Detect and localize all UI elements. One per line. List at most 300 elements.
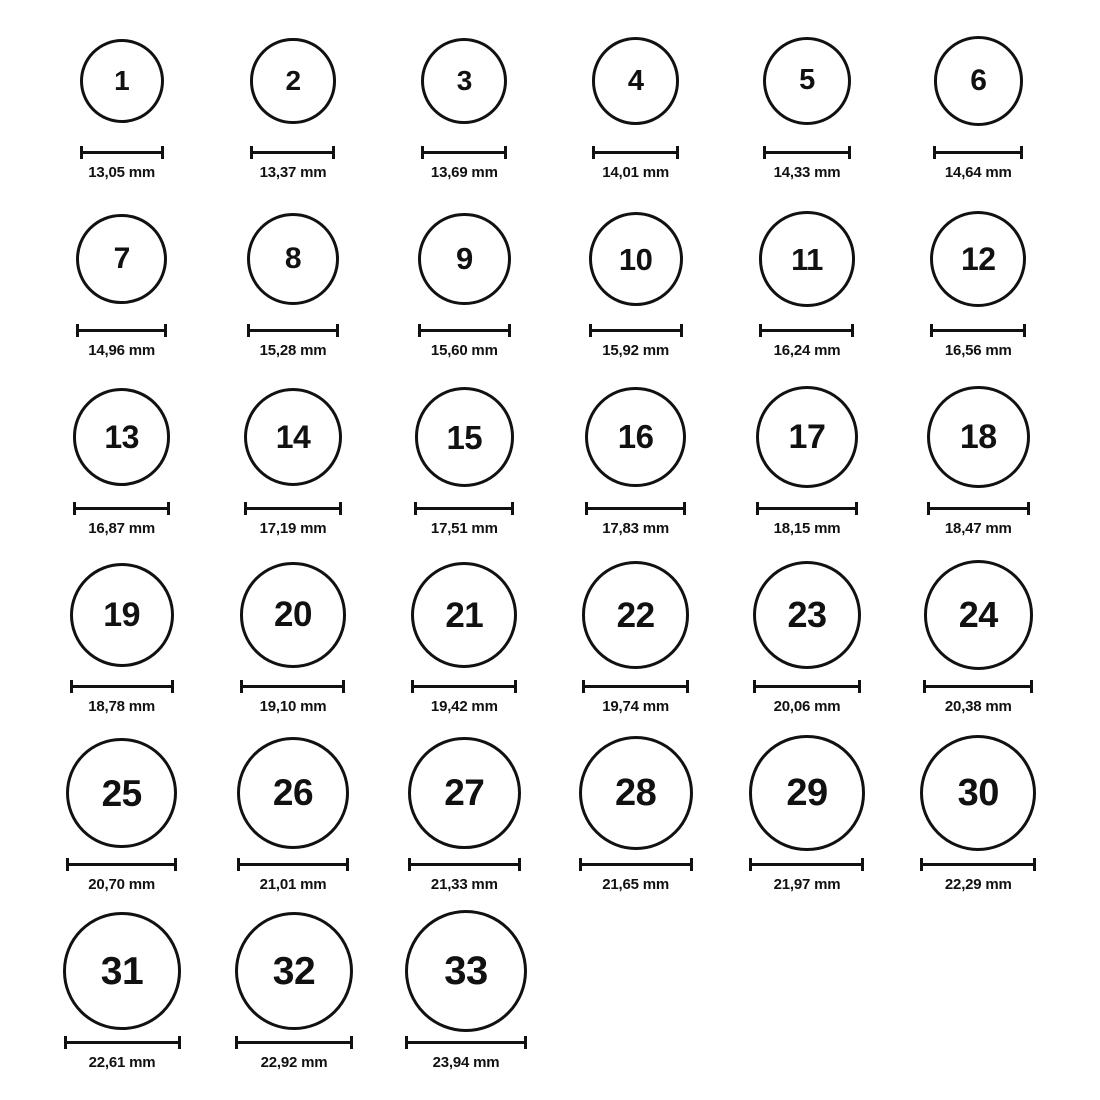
ring-size-number: 28: [615, 772, 657, 814]
ring-circle-wrap: [207, 730, 378, 856]
ring-circle: [924, 560, 1034, 670]
ring-circle: [70, 563, 174, 667]
ring-size-item[interactable]: [207, 552, 378, 730]
ruler-cap-right: [342, 680, 345, 693]
ring-diameter-ruler: [927, 502, 1030, 514]
ruler-bar: [414, 507, 514, 510]
ring-size-number: 24: [958, 594, 998, 635]
ruler-cap-right: [1020, 146, 1023, 159]
ruler-cap-left: [923, 680, 926, 693]
ring-circle: [579, 736, 693, 850]
ring-circle: [247, 213, 339, 305]
ring-diameter-ruler: [589, 324, 683, 336]
ring-size-row: [36, 18, 1064, 196]
ruler-cap-right: [848, 146, 851, 159]
ring-diameter-ruler: [753, 680, 861, 692]
ring-size-item[interactable]: [893, 730, 1064, 908]
ruler-bar: [933, 151, 1023, 154]
ring-size-number: 22: [616, 595, 655, 635]
ring-size-number: 9: [455, 241, 473, 277]
ring-size-item[interactable]: [36, 552, 207, 730]
ruler-bar: [64, 1041, 181, 1044]
ruler-cap-left: [64, 1036, 67, 1049]
ring-circle: [930, 211, 1026, 307]
ring-size-item[interactable]: [721, 374, 892, 552]
ring-circle: [927, 386, 1030, 489]
ring-diameter-ruler: [411, 680, 517, 692]
ring-diameter-ruler: [592, 146, 679, 158]
ring-circle: [405, 910, 527, 1032]
ring-circle-wrap: [550, 552, 721, 678]
ring-size-number: 33: [444, 949, 488, 993]
ring-diameter-label: 18,78 mm: [88, 698, 156, 715]
ruler-cap-left: [759, 324, 762, 337]
ring-size-number: 10: [618, 241, 653, 277]
ring-circle: [589, 212, 683, 306]
ring-size-number: 11: [791, 241, 823, 277]
ring-diameter-ruler: [64, 1036, 181, 1048]
ruler-cap-left: [920, 858, 923, 871]
ruler-cap-left: [579, 858, 582, 871]
ring-size-row: [36, 730, 1064, 908]
ring-diameter-ruler: [585, 502, 686, 514]
ring-size-item[interactable]: [893, 552, 1064, 730]
ruler-cap-right: [680, 324, 683, 337]
ring-diameter-label: 20,06 mm: [773, 698, 841, 715]
ring-diameter-ruler: [923, 680, 1033, 692]
ring-diameter-ruler: [933, 146, 1023, 158]
ring-size-number: 16: [617, 418, 654, 456]
ruler-cap-left: [753, 680, 756, 693]
ruler-cap-right: [1027, 502, 1030, 515]
ring-circle-wrap: [721, 196, 892, 322]
ring-size-item[interactable]: [721, 552, 892, 730]
ruler-cap-left: [592, 146, 595, 159]
ring-circle-wrap: [893, 374, 1064, 500]
ring-diameter-label: 13,69 mm: [430, 164, 498, 181]
ring-size-row: [36, 908, 1064, 1086]
ring-diameter-ruler: [763, 146, 851, 158]
ring-diameter-label: 17,19 mm: [259, 520, 327, 537]
ruler-cap-left: [237, 858, 240, 871]
ruler-bar: [244, 507, 342, 510]
ruler-cap-left: [80, 146, 83, 159]
ring-circle-wrap: [893, 730, 1064, 856]
ring-circle-wrap: [380, 908, 552, 1034]
ruler-cap-left: [927, 502, 930, 515]
ruler-cap-right: [1033, 858, 1036, 871]
ring-size-item[interactable]: [721, 18, 892, 196]
ring-circle-wrap: [36, 374, 207, 500]
ring-diameter-ruler: [240, 680, 345, 692]
ring-circle-wrap: [893, 552, 1064, 678]
ring-size-number: 7: [113, 242, 130, 275]
ruler-cap-right: [332, 146, 335, 159]
ring-size-number: 17: [788, 418, 826, 456]
ring-diameter-ruler: [73, 502, 170, 514]
ruler-cap-right: [171, 680, 174, 693]
ruler-bar: [753, 685, 861, 688]
ring-diameter-label: 21,01 mm: [259, 876, 327, 893]
ring-circle-wrap: [207, 196, 378, 322]
ring-circle-wrap: [207, 552, 378, 678]
ring-circle: [244, 388, 342, 486]
ruler-bar: [235, 1041, 353, 1044]
ring-size-number: 23: [787, 593, 827, 635]
ring-circle: [418, 213, 511, 306]
ruler-bar: [923, 685, 1033, 688]
ruler-bar: [250, 151, 335, 154]
ring-diameter-ruler: [418, 324, 511, 336]
ring-size-row: [36, 374, 1064, 552]
ring-diameter-label: 16,24 mm: [773, 342, 841, 359]
ring-diameter-label: 15,92 mm: [602, 342, 670, 359]
ring-size-item[interactable]: [207, 374, 378, 552]
ring-diameter-label: 16,56 mm: [944, 342, 1012, 359]
ring-diameter-label: 18,47 mm: [944, 520, 1012, 537]
ruler-cap-right: [514, 680, 517, 693]
ring-circle-wrap: [893, 18, 1064, 144]
ruler-cap-right: [1030, 680, 1033, 693]
ring-circle: [66, 738, 177, 849]
ring-diameter-ruler: [749, 858, 864, 870]
ring-diameter-ruler: [80, 146, 164, 158]
ring-diameter-label: 20,38 mm: [944, 698, 1012, 715]
ring-size-item[interactable]: [207, 730, 378, 908]
ring-size-item[interactable]: [36, 730, 207, 908]
ring-diameter-label: 23,94 mm: [432, 1054, 500, 1071]
ruler-bar: [73, 507, 170, 510]
ruler-cap-left: [585, 502, 588, 515]
ruler-cap-right: [346, 858, 349, 871]
ruler-cap-left: [405, 1036, 408, 1049]
ring-diameter-ruler: [414, 502, 514, 514]
ruler-cap-left: [763, 146, 766, 159]
ruler-cap-left: [411, 680, 414, 693]
ring-circle: [240, 562, 345, 667]
ring-size-item[interactable]: [893, 374, 1064, 552]
ring-size-number: 14: [275, 419, 311, 455]
ruler-bar: [582, 685, 689, 688]
ring-circle-wrap: [550, 374, 721, 500]
ring-circle: [592, 37, 679, 124]
ring-diameter-ruler: [582, 680, 689, 692]
ring-circle-wrap: [379, 730, 550, 856]
ring-diameter-ruler: [408, 858, 521, 870]
ring-size-row: [36, 196, 1064, 374]
ring-circle: [753, 561, 861, 669]
ring-circle: [759, 211, 854, 306]
ring-size-item[interactable]: [550, 552, 721, 730]
ring-circle-wrap: [36, 908, 208, 1034]
ruler-cap-left: [73, 502, 76, 515]
ring-circle: [80, 39, 164, 123]
ruler-bar: [76, 329, 167, 332]
ring-diameter-label: 14,01 mm: [602, 164, 670, 181]
ring-circle: [63, 912, 180, 1029]
ring-size-item[interactable]: [721, 730, 892, 908]
ring-diameter-ruler: [66, 858, 177, 870]
ruler-cap-left: [244, 502, 247, 515]
ring-diameter-label: 22,61 mm: [88, 1054, 156, 1071]
ring-size-item[interactable]: [550, 196, 721, 374]
ring-circle: [934, 36, 1024, 126]
ruler-bar: [759, 329, 854, 332]
ruler-cap-left: [247, 324, 250, 337]
ring-circle-wrap: [207, 374, 378, 500]
ring-diameter-label: 21,65 mm: [602, 876, 670, 893]
ring-size-item[interactable]: [550, 730, 721, 908]
ring-diameter-label: 21,97 mm: [773, 876, 841, 893]
ruler-bar: [70, 685, 174, 688]
ruler-bar: [579, 863, 693, 866]
ruler-cap-right: [167, 502, 170, 515]
ring-size-item[interactable]: [721, 196, 892, 374]
ring-diameter-ruler: [247, 324, 339, 336]
ruler-cap-right: [851, 324, 854, 337]
ring-size-number: 1: [114, 65, 130, 96]
ring-diameter-label: 14,64 mm: [944, 164, 1012, 181]
ring-diameter-ruler: [930, 324, 1026, 336]
ring-diameter-label: 18,15 mm: [773, 520, 841, 537]
ring-circle-wrap: [379, 18, 550, 144]
ruler-cap-left: [421, 146, 424, 159]
ring-diameter-ruler: [76, 324, 167, 336]
ring-size-item[interactable]: [550, 374, 721, 552]
ruler-cap-right: [858, 680, 861, 693]
ring-diameter-label: 17,51 mm: [430, 520, 498, 537]
ring-size-item[interactable]: [379, 374, 550, 552]
ruler-cap-right: [676, 146, 679, 159]
ruler-cap-left: [749, 858, 752, 871]
ruler-bar: [247, 329, 339, 332]
ring-diameter-label: 14,96 mm: [88, 342, 156, 359]
ring-diameter-label: 19,10 mm: [259, 698, 327, 715]
ring-size-item[interactable]: [207, 18, 378, 196]
ring-circle-wrap: [36, 552, 207, 678]
ruler-cap-right: [518, 858, 521, 871]
ruler-cap-left: [76, 324, 79, 337]
ring-size-item[interactable]: [379, 18, 550, 196]
ring-diameter-label: 14,33 mm: [773, 164, 841, 181]
ring-size-number: 5: [799, 64, 815, 97]
ring-diameter-ruler: [920, 858, 1036, 870]
ruler-cap-left: [582, 680, 585, 693]
ring-circle-wrap: [379, 374, 550, 500]
ring-circle-wrap: [550, 18, 721, 144]
ring-diameter-label: 15,60 mm: [430, 342, 498, 359]
ruler-bar: [418, 329, 511, 332]
ring-size-number: 15: [446, 418, 483, 456]
ring-diameter-ruler: [250, 146, 335, 158]
ring-size-number: 19: [103, 595, 141, 634]
ruler-bar: [411, 685, 517, 688]
ruler-cap-right: [683, 502, 686, 515]
ruler-cap-left: [250, 146, 253, 159]
ruler-bar: [405, 1041, 527, 1044]
ring-circle-wrap: [36, 196, 207, 322]
ring-size-number: 6: [970, 63, 987, 97]
ruler-cap-right: [178, 1036, 181, 1049]
ruler-bar: [421, 151, 507, 154]
ring-circle-wrap: [379, 196, 550, 322]
ruler-cap-right: [524, 1036, 527, 1049]
ruler-cap-right: [504, 146, 507, 159]
ring-circle-wrap: [721, 18, 892, 144]
ruler-bar: [408, 863, 521, 866]
ruler-cap-right: [511, 502, 514, 515]
ring-size-number: 3: [456, 65, 472, 96]
ring-size-number: 13: [104, 418, 139, 455]
ring-circle: [73, 388, 170, 485]
ring-circle-wrap: [721, 730, 892, 856]
ring-size-item[interactable]: [36, 374, 207, 552]
ring-size-number: 8: [284, 242, 302, 275]
ring-diameter-ruler: [405, 1036, 527, 1048]
ring-diameter-label: 15,28 mm: [259, 342, 327, 359]
ring-circle: [235, 912, 353, 1030]
ruler-cap-left: [235, 1036, 238, 1049]
ruler-cap-left: [418, 324, 421, 337]
ring-circle-wrap: [721, 552, 892, 678]
ring-size-item[interactable]: [380, 908, 552, 1086]
ring-size-number: 4: [627, 64, 644, 97]
ring-size-number: 25: [101, 772, 142, 814]
ruler-cap-right: [339, 502, 342, 515]
ring-diameter-ruler: [579, 858, 693, 870]
ruler-bar: [930, 329, 1026, 332]
ruler-cap-right: [508, 324, 511, 337]
ring-diameter-label: 20,70 mm: [88, 876, 156, 893]
ruler-cap-left: [408, 858, 411, 871]
ruler-cap-left: [589, 324, 592, 337]
ruler-cap-right: [861, 858, 864, 871]
ring-size-item[interactable]: [208, 908, 380, 1086]
ruler-cap-left: [66, 858, 69, 871]
ring-size-item[interactable]: [36, 18, 207, 196]
ruler-cap-left: [70, 680, 73, 693]
ring-diameter-label: 19,74 mm: [602, 698, 670, 715]
ring-size-item[interactable]: [36, 196, 207, 374]
ring-diameter-ruler: [70, 680, 174, 692]
ruler-bar: [66, 863, 177, 866]
ring-circle-wrap: [893, 196, 1064, 322]
ring-circle: [250, 38, 335, 123]
ring-diameter-label: 17,83 mm: [602, 520, 670, 537]
ruler-cap-right: [161, 146, 164, 159]
ring-size-item[interactable]: [36, 908, 208, 1086]
ruler-bar: [927, 507, 1030, 510]
ring-circle: [749, 735, 864, 850]
ring-circle: [237, 737, 349, 849]
ring-diameter-label: 21,33 mm: [430, 876, 498, 893]
ring-circle: [415, 387, 515, 487]
ruler-bar: [589, 329, 683, 332]
ring-size-number: 21: [445, 595, 484, 635]
ring-diameter-label: 22,29 mm: [944, 876, 1012, 893]
ruler-cap-left: [414, 502, 417, 515]
ring-diameter-label: 22,92 mm: [260, 1054, 328, 1071]
ruler-bar: [763, 151, 851, 154]
ring-size-number: 18: [959, 418, 997, 456]
ruler-cap-left: [756, 502, 759, 515]
ring-circle: [756, 386, 858, 488]
ruler-cap-right: [336, 324, 339, 337]
ruler-cap-right: [350, 1036, 353, 1049]
ring-size-number: 32: [272, 949, 316, 993]
ring-diameter-label: 13,37 mm: [259, 164, 327, 181]
ring-diameter-ruler: [759, 324, 854, 336]
ruler-cap-left: [933, 146, 936, 159]
ring-circle: [421, 38, 507, 124]
ring-circle: [585, 387, 686, 488]
ruler-bar: [237, 863, 349, 866]
ring-diameter-label: 19,42 mm: [430, 698, 498, 715]
ruler-cap-right: [164, 324, 167, 337]
ruler-cap-right: [174, 858, 177, 871]
ring-size-number: 12: [961, 240, 996, 277]
ring-circle-wrap: [36, 730, 207, 856]
ruler-bar: [240, 685, 345, 688]
ring-diameter-ruler: [244, 502, 342, 514]
ring-circle-wrap: [207, 18, 378, 144]
ring-size-item[interactable]: [893, 18, 1064, 196]
ring-circle: [411, 562, 517, 668]
ring-size-row: [36, 552, 1064, 730]
ring-size-number: 20: [274, 595, 312, 635]
ring-size-number: 29: [786, 772, 828, 814]
ring-circle-wrap: [379, 552, 550, 678]
ring-size-item[interactable]: [379, 730, 550, 908]
ring-diameter-ruler: [421, 146, 507, 158]
ring-size-number: 31: [100, 949, 144, 993]
ruler-bar: [920, 863, 1036, 866]
ring-diameter-label: 13,05 mm: [88, 164, 156, 181]
ring-size-number: 27: [444, 772, 485, 814]
ring-size-number: 2: [285, 64, 301, 96]
ruler-bar: [749, 863, 864, 866]
ring-circle-wrap: [36, 18, 207, 144]
ring-circle-wrap: [721, 374, 892, 500]
ring-circle: [582, 561, 689, 668]
ring-size-item[interactable]: [379, 196, 550, 374]
ring-diameter-ruler: [756, 502, 858, 514]
ring-diameter-ruler: [237, 858, 349, 870]
ring-size-number: 26: [272, 772, 314, 814]
ring-circle: [920, 735, 1036, 851]
ring-circle: [76, 214, 167, 305]
ruler-bar: [80, 151, 164, 154]
ruler-cap-left: [930, 324, 933, 337]
ruler-cap-right: [1023, 324, 1026, 337]
ruler-cap-right: [690, 858, 693, 871]
ruler-cap-left: [240, 680, 243, 693]
ring-size-number: 30: [957, 771, 999, 814]
ring-size-item[interactable]: [379, 552, 550, 730]
ring-size-item[interactable]: [550, 18, 721, 196]
ring-size-item[interactable]: [207, 196, 378, 374]
ring-circle: [763, 37, 851, 125]
ruler-cap-right: [855, 502, 858, 515]
ring-circle: [408, 737, 521, 850]
ring-circle-wrap: [550, 196, 721, 322]
ring-circle-wrap: [208, 908, 380, 1034]
ring-circle-wrap: [550, 730, 721, 856]
ruler-bar: [592, 151, 679, 154]
ring-size-item[interactable]: [893, 196, 1064, 374]
ruler-bar: [585, 507, 686, 510]
ring-diameter-label: 16,87 mm: [88, 520, 156, 537]
